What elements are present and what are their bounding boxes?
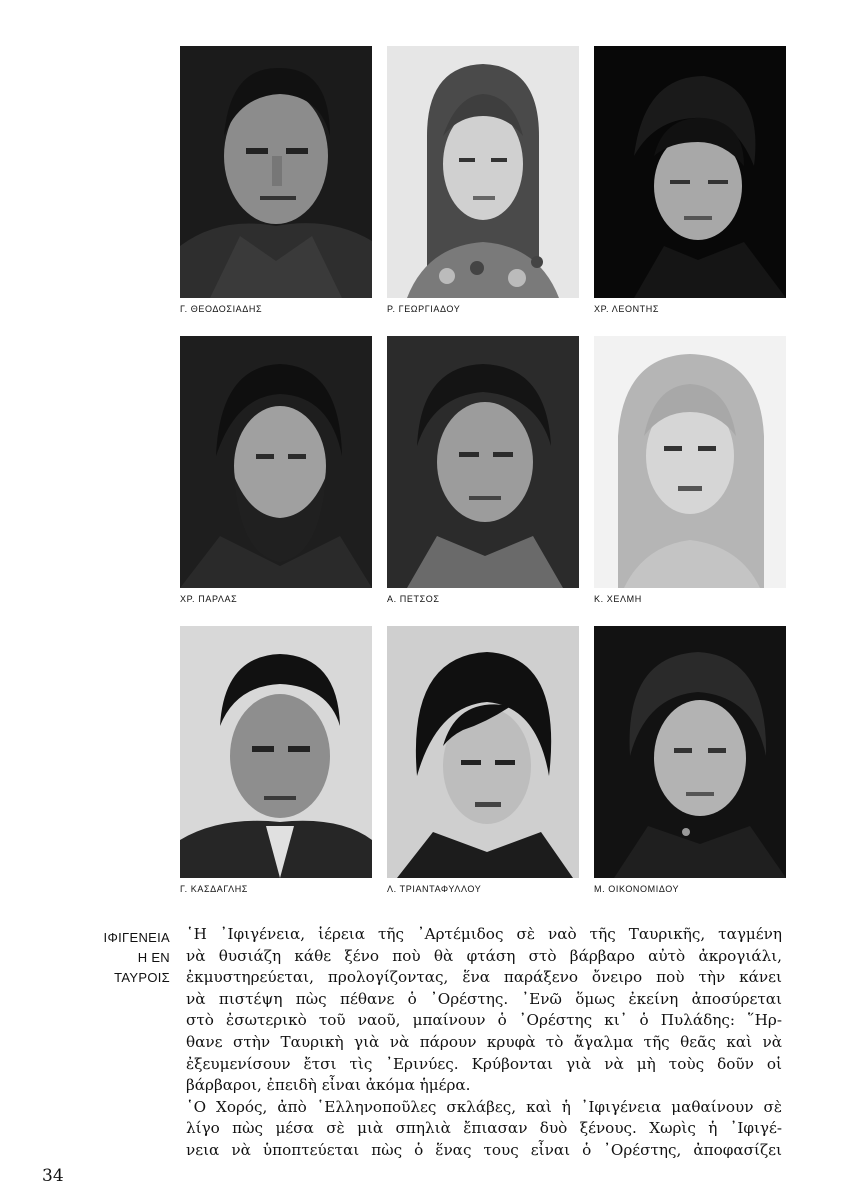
portrait-photo	[594, 46, 786, 298]
portrait-card	[387, 336, 579, 604]
text-line: νὰ θυσιάζη κάθε ξένο ποὺ θὰ φτάση στὸ βάρβαρο αὐτὸ ἀκρογιάλι,	[186, 946, 782, 965]
portrait-caption: Γ. ΚΑΣΔΑΓΛΗΣ	[180, 884, 248, 894]
portrait-caption: Γ. ΘΕΟΔΟΣΙΑΔΗΣ	[180, 304, 263, 314]
portrait-photo	[180, 626, 372, 878]
page-number: 34	[42, 1166, 64, 1186]
portrait-caption: Μ. ΟΙΚΟΝΟΜΙΔΟΥ	[594, 884, 680, 894]
section-title	[84, 928, 170, 988]
section-title-line: ΙΦΙΓΕΝΕΙΑ	[103, 930, 170, 945]
portrait-photo	[387, 626, 579, 878]
portrait-card	[594, 336, 786, 604]
portrait-caption: Κ. ΧΕΛΜΗ	[594, 594, 642, 604]
text-line: ῾Ο Χορός, ἀπὸ ῾Ελληνοποῦλες σκλάβες, καὶ ἡ ᾿Ιφιγένεια μαθαίνουν σὲ	[186, 1097, 782, 1116]
synopsis-text	[186, 924, 782, 1162]
portrait-card	[387, 626, 579, 894]
text-line: νεια νὰ ὑποπτεύεται πὼς ὁ ἕνας τους εἶναι ὁ ᾿Ορέστης, ἀποφασίζει	[186, 1140, 782, 1159]
portrait-card	[180, 336, 372, 604]
section-title-line: Η ΕΝ	[137, 950, 170, 965]
portrait-photo	[180, 336, 372, 588]
portrait-photo	[594, 626, 786, 878]
portrait-photo	[180, 46, 372, 298]
portrait-caption: ΧΡ. ΠΑΡΛΑΣ	[180, 594, 238, 604]
text-line: λίγο πὼς μέσα σὲ μιὰ σπηλιὰ ἔπιασαν δυὸ ξένους. Χωρὶς ἡ ᾿Ιφιγέ-	[186, 1119, 782, 1138]
portrait-caption: Ρ. ΓΕΩΡΓΙΑΔΟΥ	[387, 304, 461, 314]
text-line: βάρβαροι, ἐπειδὴ εἶναι ἀκόμα ἡμέρα.	[186, 1076, 471, 1095]
portrait-card	[180, 626, 372, 894]
text-line: ἐξευμενίσουν ἔτσι τὶς ᾿Ερινύες. Κρύβονται γιὰ νὰ μὴ τοὺς δοῦν οἱ	[186, 1054, 782, 1073]
portrait-photo	[387, 46, 579, 298]
portrait-caption: Λ. ΤΡΙΑΝΤΑΦΥΛΛΟΥ	[387, 884, 482, 894]
portrait-card	[594, 626, 786, 894]
portrait-card	[180, 46, 372, 314]
portrait-caption: ΧΡ. ΛΕΟΝΤΗΣ	[594, 304, 660, 314]
portrait-photo	[387, 336, 579, 588]
portrait-card	[594, 46, 786, 314]
text-line: νὰ πιστέψη πὼς πέθανε ὁ ᾿Ορέστης. ᾿Ενῶ ὅμως ἐκείνη ἀποσύρεται	[186, 989, 782, 1008]
text-line: ἐκμυστηρεύεται, προλογίζοντας, ἕνα παράξενο ὄνειρο ποὺ τὴν κάνει	[186, 968, 782, 987]
text-line: ῾Η ᾿Ιφιγένεια, ἱέρεια τῆς ᾿Αρτέμιδος σὲ ναὸ τῆς Ταυρικῆς, ταγμένη	[186, 925, 782, 943]
section-title-line: ΤΑΥΡΟΙΣ	[114, 970, 170, 985]
portrait-photo	[594, 336, 786, 588]
text-line: στὸ ἐσωτερικὸ τοῦ ναοῦ, μπαίνουν ὁ ᾿Ορέστης κι᾿ ὁ Πυλάδης: ῞Ηρ-	[186, 1011, 782, 1030]
portrait-caption: Α. ΠΕΤΣΟΣ	[387, 594, 440, 604]
text-line: θανε στὴν Ταυρικὴ γιὰ νὰ πάρουν κρυφὰ τὸ ἄγαλμα τῆς θεᾶς καὶ νὰ	[186, 1032, 782, 1051]
portrait-card	[387, 46, 579, 314]
